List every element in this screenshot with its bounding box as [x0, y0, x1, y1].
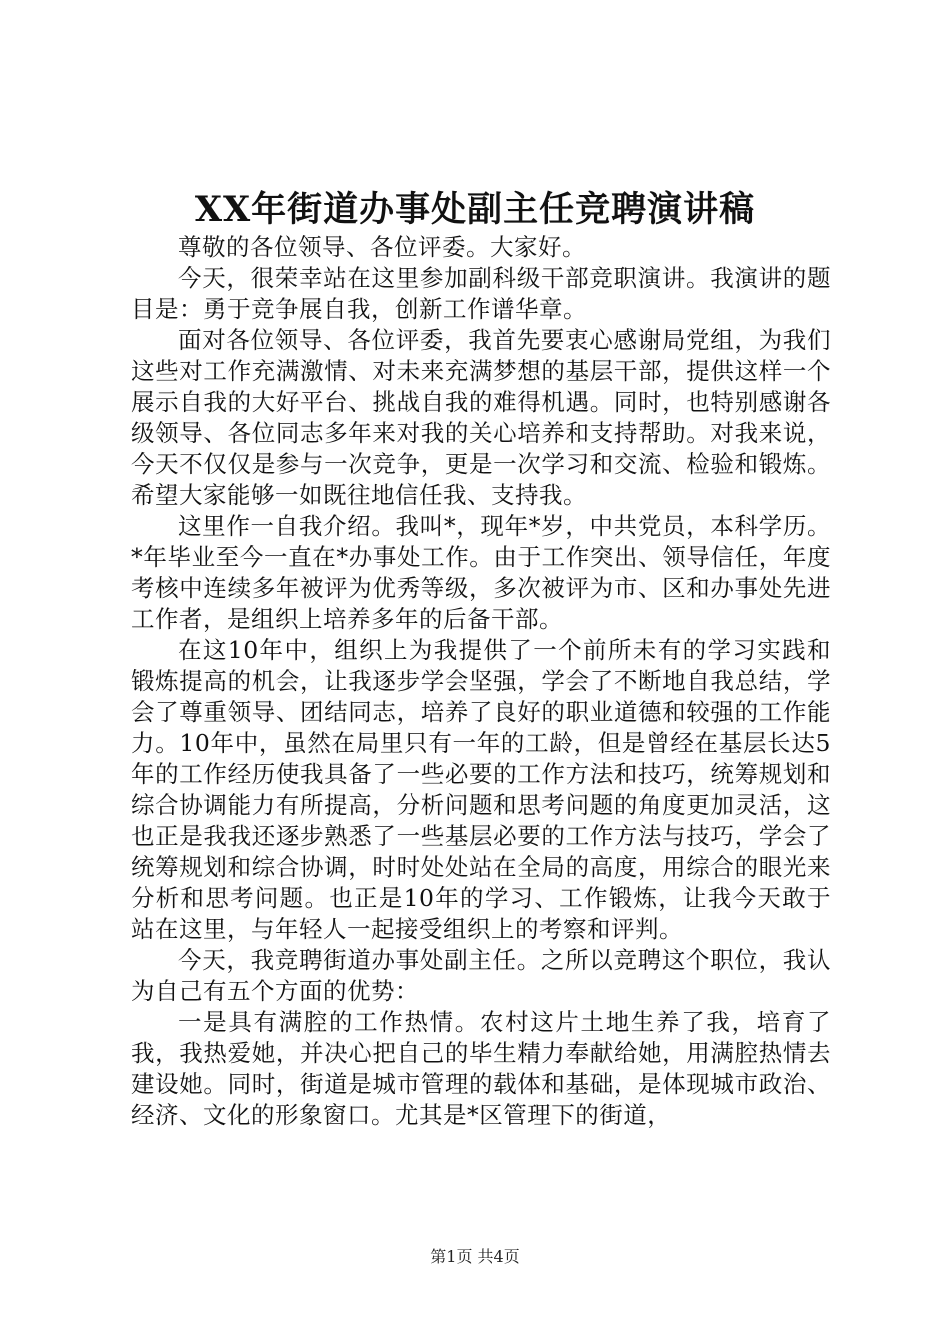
page-number-footer: 第1页 共4页 — [430, 1247, 520, 1266]
paragraph-self-introduction: 这里作一自我介绍。我叫*，现年*岁，中共党员，本科学历。*年毕业至今一直在*办事处工作。由于工作突出、领导信任，年度考核中连续多年被评为优秀等级，多次被评为市、区和办事处先进工作者，是组织上培养多年的后备干部。 — [131, 512, 831, 633]
document-title: XX年街道办事处副主任竞聘演讲稿 — [194, 189, 756, 230]
paragraph-greeting: 尊敬的各位领导、各位评委。大家好。 — [178, 233, 586, 261]
paragraph-intro-topic: 今天，很荣幸站在这里参加副科级干部竞职演讲。我演讲的题目是：勇于竞争展自我，创新工作谱华章。 — [131, 264, 831, 323]
document-body — [131, 232, 831, 1131]
paragraph-position: 今天，我竞聘街道办事处副主任。之所以竞聘这个职位，我认为自己有五个方面的优势： — [131, 946, 831, 1005]
paragraph-advantage-one: 一是具有满腔的工作热情。农村这片土地生养了我，培育了我，我热爱她，并决心把自己的毕生精力奉献给她，用满腔热情去建设她。同时，街道是城市管理的载体和基础，是体现城市政治、经济、文化的形象窗口。尤其是*区管理下的街道， — [131, 1008, 831, 1129]
paragraph-ten-years: 在这10年中，组织上为我提供了一个前所未有的学习实践和锻炼提高的机会，让我逐步学会坚强，学会了不断地自我总结，学会了尊重领导、团结同志，培养了良好的职业道德和较强的工作能力。10年中，虽然在局里只有一年的工龄，但是曾经在基层长达5年的工作经历使我具备了一些必要的工作方法和技巧，统筹规划和综合协调能力有所提高，分析问题和思考问题的角度更加灵活，这也正是我我还逐步熟悉了一些基层必要的工作方法与技巧，学会了统筹规划和综合协调，时时处处站在全局的高度，用综合的眼光来分析和思考问题。也正是10年的学习、工作锻炼，让我今天敢于站在这里，与年轻人一起接受组织上的考察和评判。 — [131, 636, 831, 943]
paragraph-thanks: 面对各位领导、各位评委，我首先要衷心感谢局党组，为我们这些对工作充满激情、对未来充满梦想的基层干部，提供这样一个展示自我的大好平台、挑战自我的难得机遇。同时，也特别感谢各级领导、各位同志多年来对我的关心培养和支持帮助。对我来说，今天不仅仅是参与一次竞争，更是一次学习和交流、检验和锻炼。希望大家能够一如既往地信任我、支持我。 — [131, 326, 831, 509]
